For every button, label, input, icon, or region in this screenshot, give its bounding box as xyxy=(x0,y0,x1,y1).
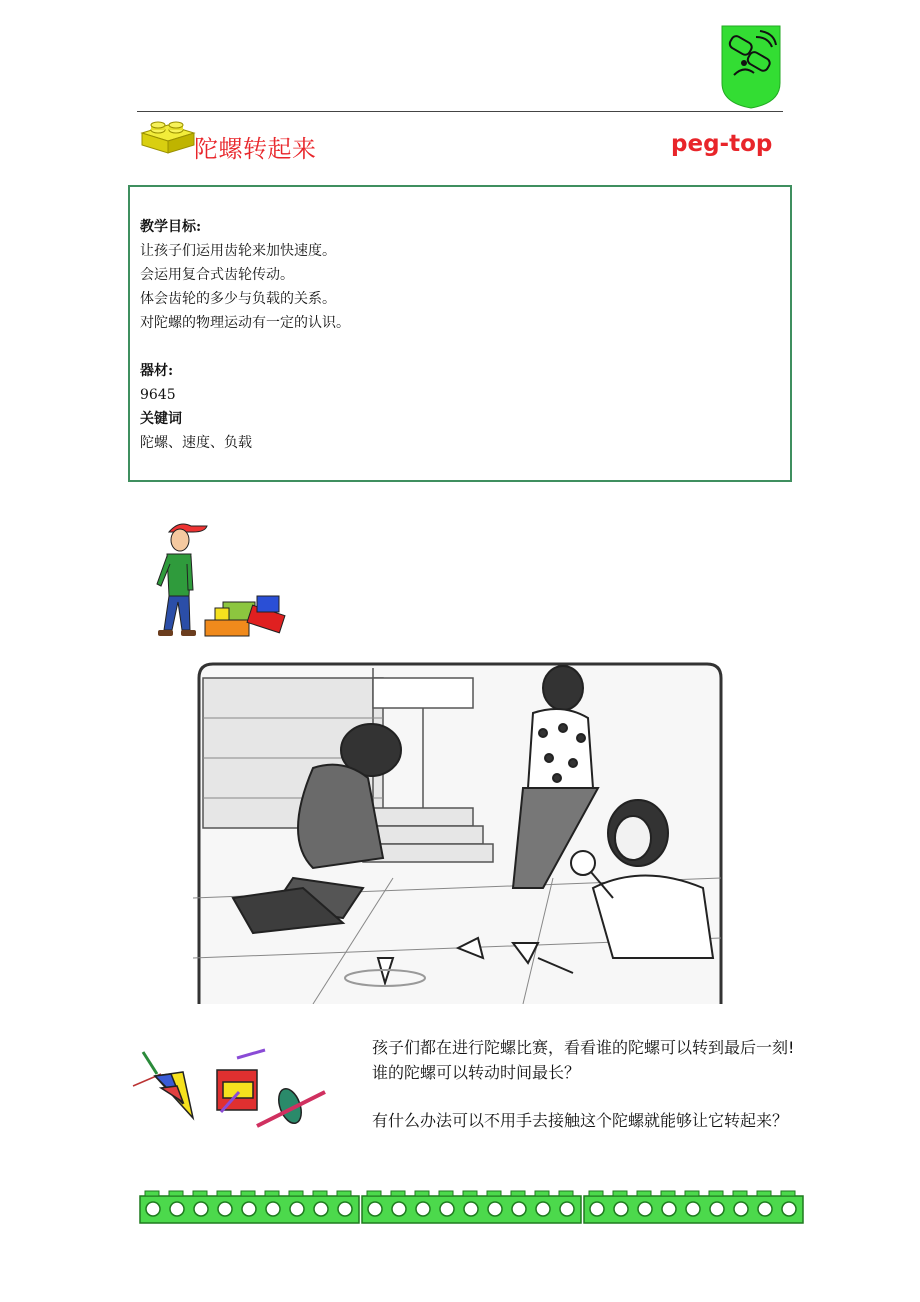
materials-heading: 器材: xyxy=(140,363,174,379)
goal-item: 让孩子们运用齿轮来加快速度。 xyxy=(140,243,336,259)
goal-item: 对陀螺的物理运动有一定的认识。 xyxy=(140,315,350,331)
spinning-tops-icon xyxy=(125,1044,335,1139)
logo-shield-icon xyxy=(720,25,782,109)
goal-item: 体会齿轮的多少与负载的关系。 xyxy=(140,291,336,307)
question-text-2: 谁的陀螺可以转动时间最长？ xyxy=(372,1063,581,1082)
playground-scene-illustration xyxy=(193,658,727,1004)
boy-figure-icon xyxy=(145,518,295,643)
question-text-3: 有什么办法可以不用手去接触这个陀螺就能够让它转起来？ xyxy=(372,1111,789,1130)
keywords-heading: 关键词 xyxy=(140,411,182,427)
yellow-brick-icon xyxy=(140,117,196,157)
keywords-value: 陀螺、速度、负载 xyxy=(140,435,252,451)
question-text-1: 孩子们都在进行陀螺比赛，看看谁的陀螺可以转到最后一刻! xyxy=(372,1038,795,1057)
goal-item: 会运用复合式齿轮传动。 xyxy=(140,267,294,283)
lesson-info-box xyxy=(128,185,792,482)
green-brick-border-icon xyxy=(139,1190,807,1225)
header-divider xyxy=(137,111,783,112)
materials-value: 9645 xyxy=(140,387,176,403)
goals-heading: 教学目标: xyxy=(140,219,202,235)
lesson-title-chinese: 陀螺转起来 xyxy=(194,135,317,163)
lesson-title-english: peg-top xyxy=(671,131,773,157)
